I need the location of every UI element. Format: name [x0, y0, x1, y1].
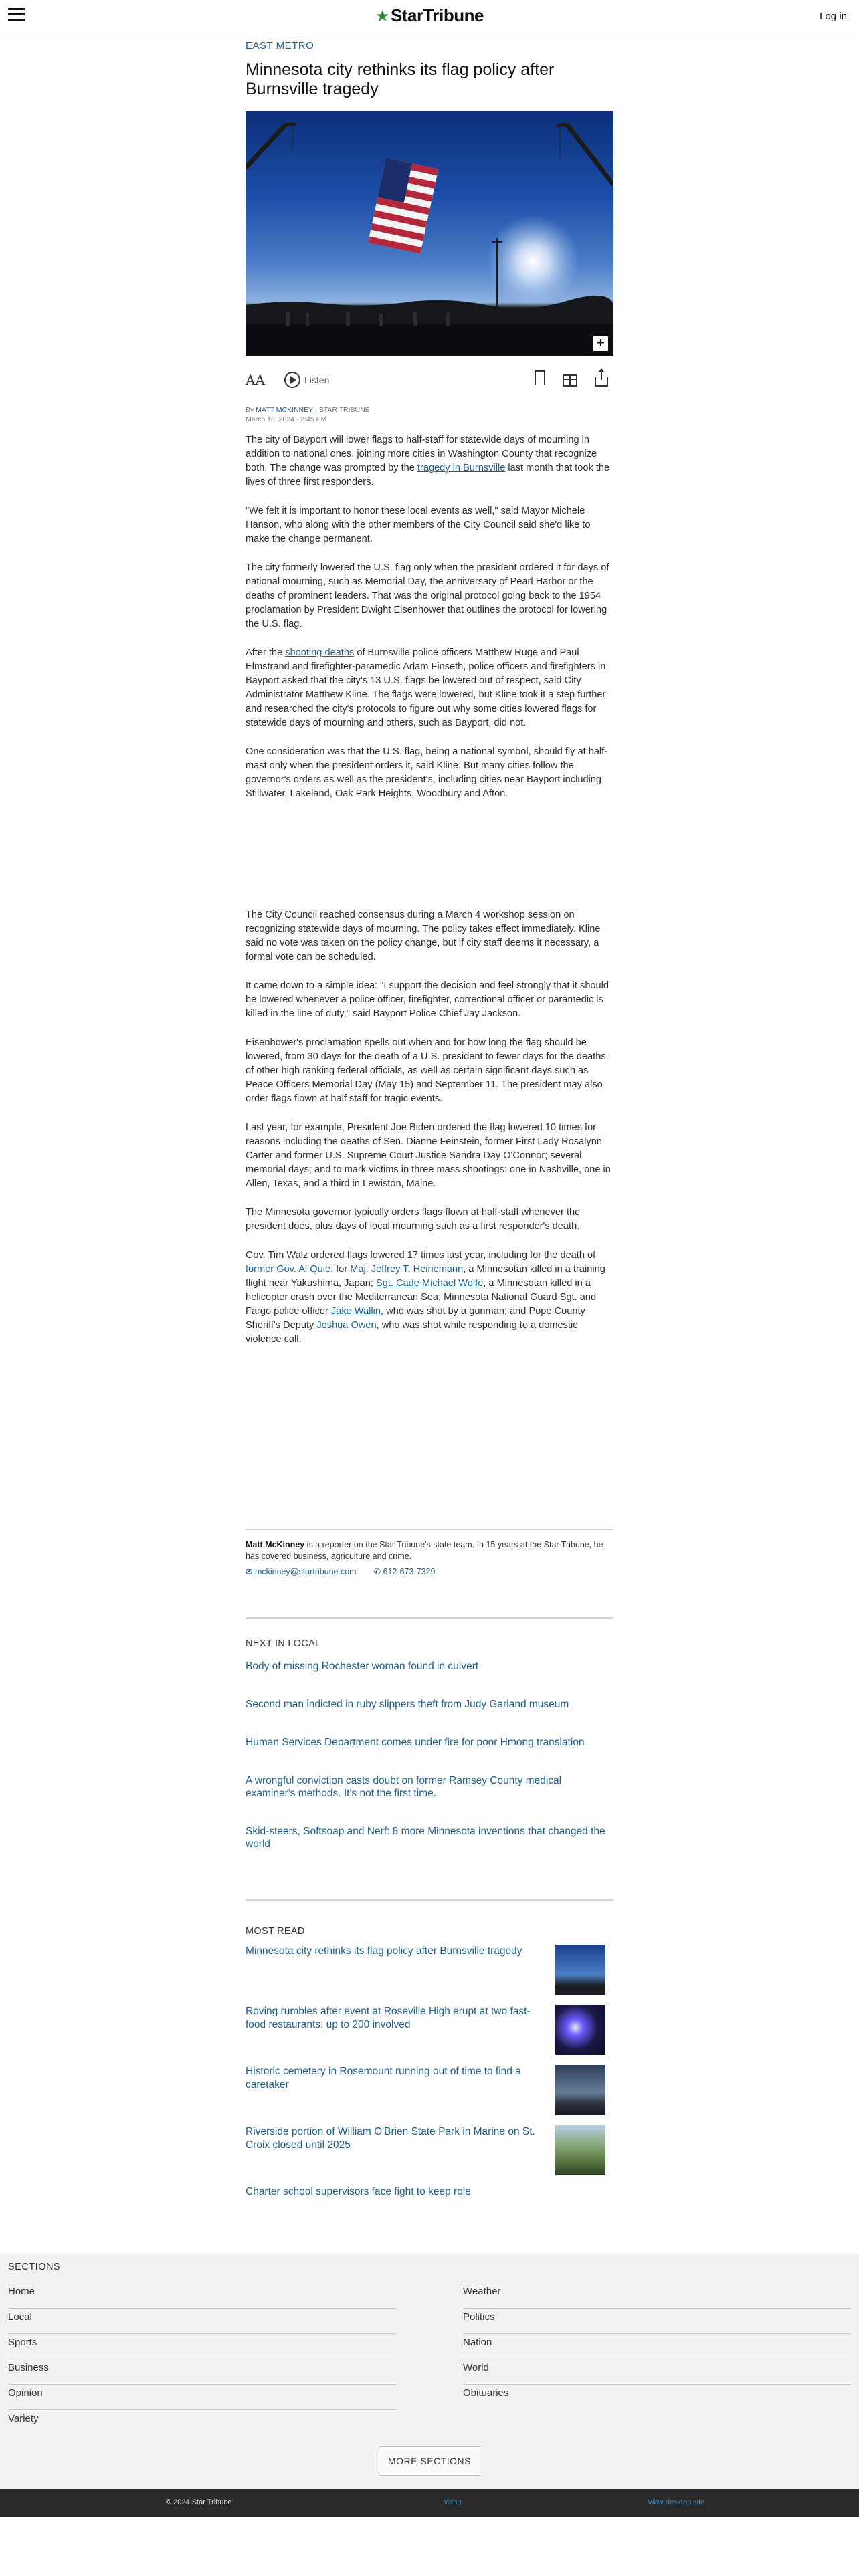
envelope-icon: ✉: [246, 1567, 255, 1576]
share-tools: [535, 370, 608, 387]
thumbnail: [555, 2065, 605, 2115]
site-logo[interactable]: ★StarTribune: [375, 5, 484, 25]
paragraph: It came down to a simple idea: "I support the decision and feel strongly that it should be lowered whenever a police officer, firefighter, correctional officer or paramedic is killed in the line of duty," said Bayport Police Chief Jay Jackson.: [246, 980, 609, 1019]
list-item[interactable]: Second man indicted in ruby slippers theft from Judy Garland museum: [246, 1699, 569, 1710]
play-icon: [284, 372, 300, 388]
footer-menu-link[interactable]: Menu: [443, 2498, 462, 2506]
section-link-sports[interactable]: Sports: [8, 2334, 396, 2359]
sections-left-column: [8, 2283, 396, 2436]
most-read-item[interactable]: Riverside portion of William O'Brien State Park in Marine on St. Croix closed until 2025: [246, 2125, 613, 2176]
inline-link[interactable]: Maj. Jeffrey T. Heinemann: [350, 1264, 464, 1275]
article-toolbar: [246, 368, 613, 392]
thumbnail: [555, 1945, 605, 1995]
expand-image-icon[interactable]: +: [593, 336, 608, 351]
sections-right-column: [463, 2283, 851, 2410]
section-link-variety[interactable]: Variety: [8, 2413, 39, 2424]
top-bar: [0, 0, 859, 33]
inline-link[interactable]: former Gov. Al Quie: [246, 1264, 331, 1275]
most-read-item[interactable]: Historic cemetery in Rosemount running out of time to find a caretaker: [246, 2065, 613, 2116]
most-read-item[interactable]: Minnesota city rethinks its flag policy after Burnsville tragedy: [246, 1945, 613, 1996]
next-in-local-heading: NEXT IN LOCAL: [246, 1638, 321, 1649]
list-item[interactable]: A wrongful conviction casts doubt on former Ramsey County medical examiner's methods. It's not the first time.: [246, 1775, 562, 1799]
section-link-opinion[interactable]: Opinion: [8, 2385, 396, 2410]
inline-link[interactable]: Joshua Owen: [316, 1320, 377, 1331]
bookmark-icon[interactable]: [535, 370, 545, 385]
copyright: © 2024 Star Tribune: [166, 2498, 232, 2506]
publish-date: March 16, 2024 - 2:45 PM: [246, 415, 327, 423]
flag-scene-illustration: [246, 111, 613, 356]
list-item[interactable]: Human Services Department comes under fire for poor Hmong translation: [246, 1737, 585, 1748]
inline-link[interactable]: tragedy in Burnsville: [417, 463, 506, 473]
section-link-weather[interactable]: Weather: [463, 2283, 851, 2309]
next-in-local: [246, 1638, 613, 1876]
section-link-home[interactable]: Home: [8, 2283, 396, 2309]
author-link[interactable]: MATT MCKINNEY: [256, 406, 313, 414]
list-item[interactable]: Skid-steers, Softsoap and Nerf: 8 more Minnesota inventions that changed the world: [246, 1826, 605, 1850]
ad-slot: [246, 816, 613, 908]
paragraph: The City Council reached consensus during a March 4 workshop session on recognizing statewide days of mourning. The policy takes effect immediately. Kline said no vote was taken on the policy change, but if city staff deems it necessary, a formal vote can be scheduled.: [246, 909, 601, 962]
section-link-obituaries[interactable]: Obituaries: [463, 2387, 509, 2399]
most-read-heading: MOST READ: [246, 1926, 305, 1937]
section-link-local[interactable]: Local: [8, 2309, 396, 2334]
star-icon: ★: [375, 7, 390, 25]
paragraph: The city formerly lowered the U.S. flag only when the president ordered it for days of national mourning, such as Memorial Day, the anniversary of Pearl Harbor or the deaths of prominent leaders. That was the original protocol going back to the 1954 proclamation by President Dwight Eisenhower that outlines the protocol for lowering the U.S. flag.: [246, 562, 609, 629]
desktop-site-link[interactable]: View desktop site: [648, 2498, 705, 2506]
paragraph: After the shooting deaths of Burnsville police officers Matthew Ruge and Paul Elmstrand and firefighter-paramedic Adam Finseth, police officers and firefighters in Bayport asked that the city's 13 U.S. flags be lowered out of respect, said City Administrator Matthew Kline. The flags were lowered, but Kline took it a step further and researched the city's protocols to figure out why some cities lowered flags for statewide days of mourning and others, such as Bayport, did not.: [246, 647, 606, 728]
page-title: Minnesota city rethinks its flag policy after Burnsville tragedy: [246, 60, 555, 98]
section-link-world[interactable]: World: [463, 2359, 851, 2385]
section-link-politics[interactable]: Politics: [463, 2309, 851, 2334]
listen-button[interactable]: Listen: [284, 372, 329, 388]
thumbnail: [555, 2125, 605, 2175]
article-body: [246, 433, 613, 1362]
hero-image[interactable]: [246, 111, 613, 356]
paragraph: Gov. Tim Walz ordered flags lowered 17 times last year, including for the death of former Gov. Al Quie; for Maj. Jeffrey T. Heinemann, a Minnesotan killed in a training flight near Yakushima, Japan; Sgt. Cade Michael Wolfe, a Minnesotan killed in a helicopter crash over the Mediterranean Sea; Minnesota National Guard Sgt. and Fargo police officer Jake Wallin, who was shot by a gunman; and Pope County Sheriff's Deputy Joshua Owen, who was shot while responding to a domestic violence call.: [246, 1250, 605, 1345]
divider: [246, 1617, 613, 1619]
share-icon[interactable]: [595, 377, 608, 387]
inline-link[interactable]: shooting deaths: [285, 647, 355, 658]
most-read-item[interactable]: Charter school supervisors face fight to keep role: [246, 2186, 471, 2197]
inline-link[interactable]: Jake Wallin: [330, 1306, 381, 1317]
paragraph: Eisenhower's proclamation spells out when and for how long the flag should be lowered, from 30 days for the death of a U.S. president to fewer days for the deaths of other high ranking federal officials, as well as certain significant days such as Peace Officers Memorial Day (May 15) and September 11. The president may also order flags flown at half staff for tragic events.: [246, 1037, 606, 1104]
author-bio: Matt McKinney is a reporter on the Star Tribune's state team. In 15 years at the Star Tribune, he has covered business, agriculture and crime. ✉ mckinney@startribune.com ✆ 612-673-7329: [246, 1529, 613, 1578]
byline: By MATT MCKINNEY , STAR TRIBUNE March 16, 2024 - 2:45 PM: [246, 405, 613, 424]
inline-link[interactable]: Sgt. Cade Michael Wolfe: [375, 1278, 484, 1289]
paragraph: The city of Bayport will lower flags to half-staff for statewide days of mourning in addition to national ones, joining more cities in Washington County that recognize both. The change was prompted by the tragedy in Burnsville last month that took the lives of three first responders.: [246, 435, 610, 488]
paragraph: The Minnesota governor typically orders flags flown at half-staff whenever the president does, plus days of local mourning such as a first responder's death.: [246, 1207, 581, 1232]
more-sections-button[interactable]: MORE SECTIONS: [379, 2446, 480, 2476]
paragraph: One consideration was that the U.S. flag, being a national symbol, should fly at half-mast only when the president orders it, said Kline. But many cities follow the governor's orders as well as the president's, including cities near Bayport including Stillwater, Lakeland, Oak Park Heights, Woodbury and Afton.: [246, 746, 608, 799]
phone-link[interactable]: ✆ 612-673-7329: [373, 1567, 436, 1576]
phone-icon: ✆: [373, 1567, 383, 1576]
login-link[interactable]: Log in: [820, 11, 847, 22]
gift-icon[interactable]: [563, 374, 577, 387]
section-link-nation[interactable]: Nation: [463, 2334, 851, 2359]
sections-heading: SECTIONS: [8, 2262, 61, 2272]
sections-footer: [0, 2254, 859, 2489]
section-kicker[interactable]: EAST METRO: [246, 40, 314, 51]
footer-bar: [0, 2489, 859, 2517]
list-item[interactable]: Body of missing Rochester woman found in culvert: [246, 1660, 479, 1672]
section-link-business[interactable]: Business: [8, 2359, 396, 2385]
paragraph: "We felt it is important to honor these local events as well," said Mayor Michele Hanson, who along with the other members of the City Council said she'd like to make the change permanent.: [246, 506, 591, 544]
most-read-item[interactable]: Roving rumbles after event at Roseville High erupt at two fast-food restaurants; up to 200 involved: [246, 2005, 613, 2056]
divider: [246, 1899, 613, 1901]
thumbnail: [555, 2005, 605, 2055]
most-read: [246, 1926, 613, 2215]
email-link[interactable]: ✉ mckinney@startribune.com: [246, 1567, 357, 1576]
author-name: Matt McKinney: [246, 1540, 305, 1549]
text-size-button[interactable]: AA: [246, 372, 265, 388]
paragraph: Last year, for example, President Joe Biden ordered the flag lowered 10 times for reasons including the deaths of Sen. Dianne Feinstein, former First Lady Rosalynn Carter and former U.S. Supreme Court Justice Sandra Day O'Connor; several memorial days; and to mark victims in three mass shootings: one in Nashville, one in Allen, Texas, and a third in Lewiston, Maine.: [246, 1122, 611, 1189]
